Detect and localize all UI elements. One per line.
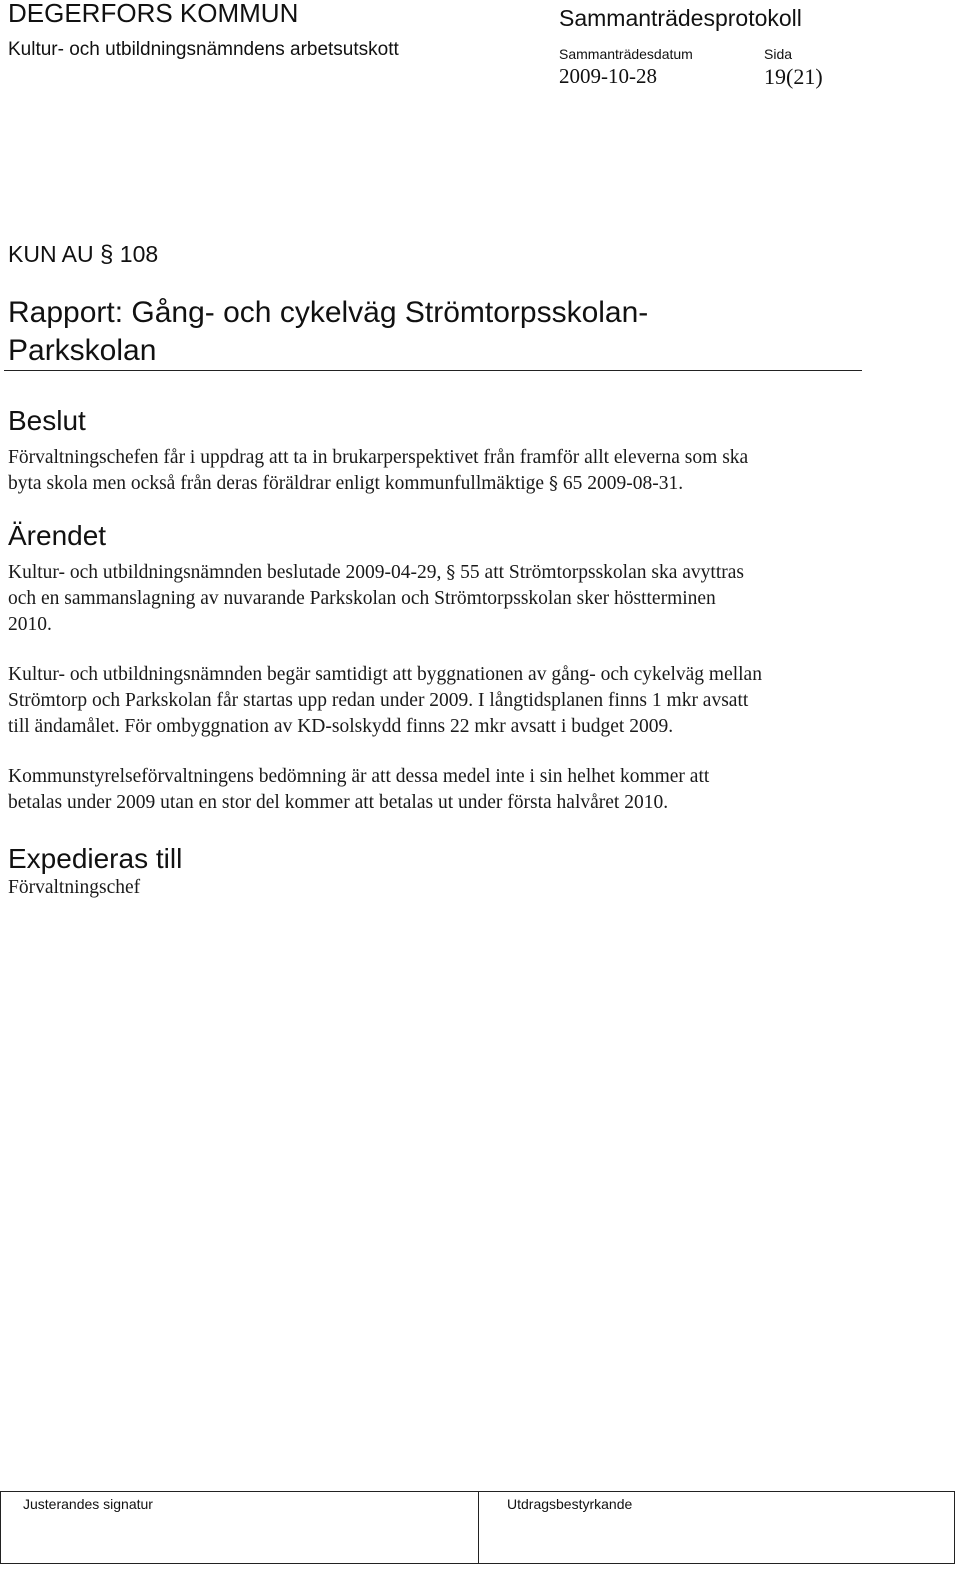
meeting-date: 2009-10-28 — [559, 64, 657, 88]
decision-heading: Beslut — [8, 405, 86, 436]
document-type: Sammanträdesprotokoll — [559, 5, 802, 31]
matter-p1-line-2: och en sammanslagning av nuvarande Parkskolan och Strömtorpsskolan sker höstterminen — [8, 588, 716, 609]
title-line-1: Rapport: Gång- och cykelväg Strömtorpsskolan- — [8, 296, 649, 329]
matter-paragraph-1 — [8, 560, 868, 638]
meeting-date-label: Sammanträdesdatum — [559, 46, 693, 62]
section-number — [8, 239, 158, 270]
page-label: Sida — [764, 46, 793, 62]
signature-boxes — [0, 1491, 955, 1564]
title-line-2: Parkskolan — [8, 334, 157, 367]
matter-p3-line-1: Kommunstyrelseförvaltningens bedömning är att dessa medel inte i sin helhet kommer att — [8, 766, 710, 787]
distribution-recipient: Förvaltningschef — [8, 877, 141, 898]
matter-heading: Ärendet — [8, 520, 107, 551]
signature-box-divider — [478, 1492, 479, 1563]
matter-p1-line-1: Kultur- och utbildningsnämnden beslutade 2009-04-29, § 55 att Strömtorpsskolan ska avyttras — [8, 562, 744, 583]
matter-p2-line-2: Strömtorp och Parkskolan får startas upp redan under 2009. I långtidsplanen finns 1 mkr avsatt — [8, 690, 749, 711]
committee-name: Kultur- och utbildningsnämndens arbetsutskott — [8, 39, 399, 60]
signature-label: Justerandes signatur — [23, 1496, 153, 1512]
paragraph-mark: § — [100, 241, 114, 268]
decision-text — [8, 445, 868, 497]
matter-p2-line-3: till ändamålet. För ombyggnation av KD-solskydd finns 22 mkr avsatt i budget 2009. — [8, 716, 674, 737]
page-number: 19(21) — [764, 64, 823, 89]
matter-p2-line-1: Kultur- och utbildningsnämnden begär samtidigt att byggnationen av gång- och cykelväg mellan — [8, 664, 762, 685]
paragraph-mark: § — [548, 473, 558, 494]
page-title — [8, 294, 860, 370]
organization-name: DEGERFORS KOMMUN — [8, 0, 299, 28]
title-divider — [4, 370, 862, 371]
extract-certification-label: Utdragsbestyrkande — [507, 1496, 633, 1512]
decision-line-1: Förvaltningschefen får i uppdrag att ta in brukarperspektivet från framför allt eleverna som ska — [8, 447, 749, 468]
section-prefix: KUN AU — [8, 241, 94, 267]
matter-p1-line-3: 2010. — [8, 614, 52, 635]
paragraph-mark: § — [446, 562, 456, 583]
matter-p3-line-2: betalas under 2009 utan en stor del kommer att betalas ut under första halvåret 2010. — [8, 792, 669, 813]
distribution-heading: Expedieras till — [8, 843, 183, 874]
matter-paragraph-2 — [8, 662, 868, 740]
matter-paragraph-3 — [8, 764, 868, 816]
decision-line-2: byta skola men också från deras föräldrar enligt kommunfullmäktige § 65 2009-08-31. — [8, 473, 684, 494]
section-number-value: 108 — [119, 241, 159, 267]
